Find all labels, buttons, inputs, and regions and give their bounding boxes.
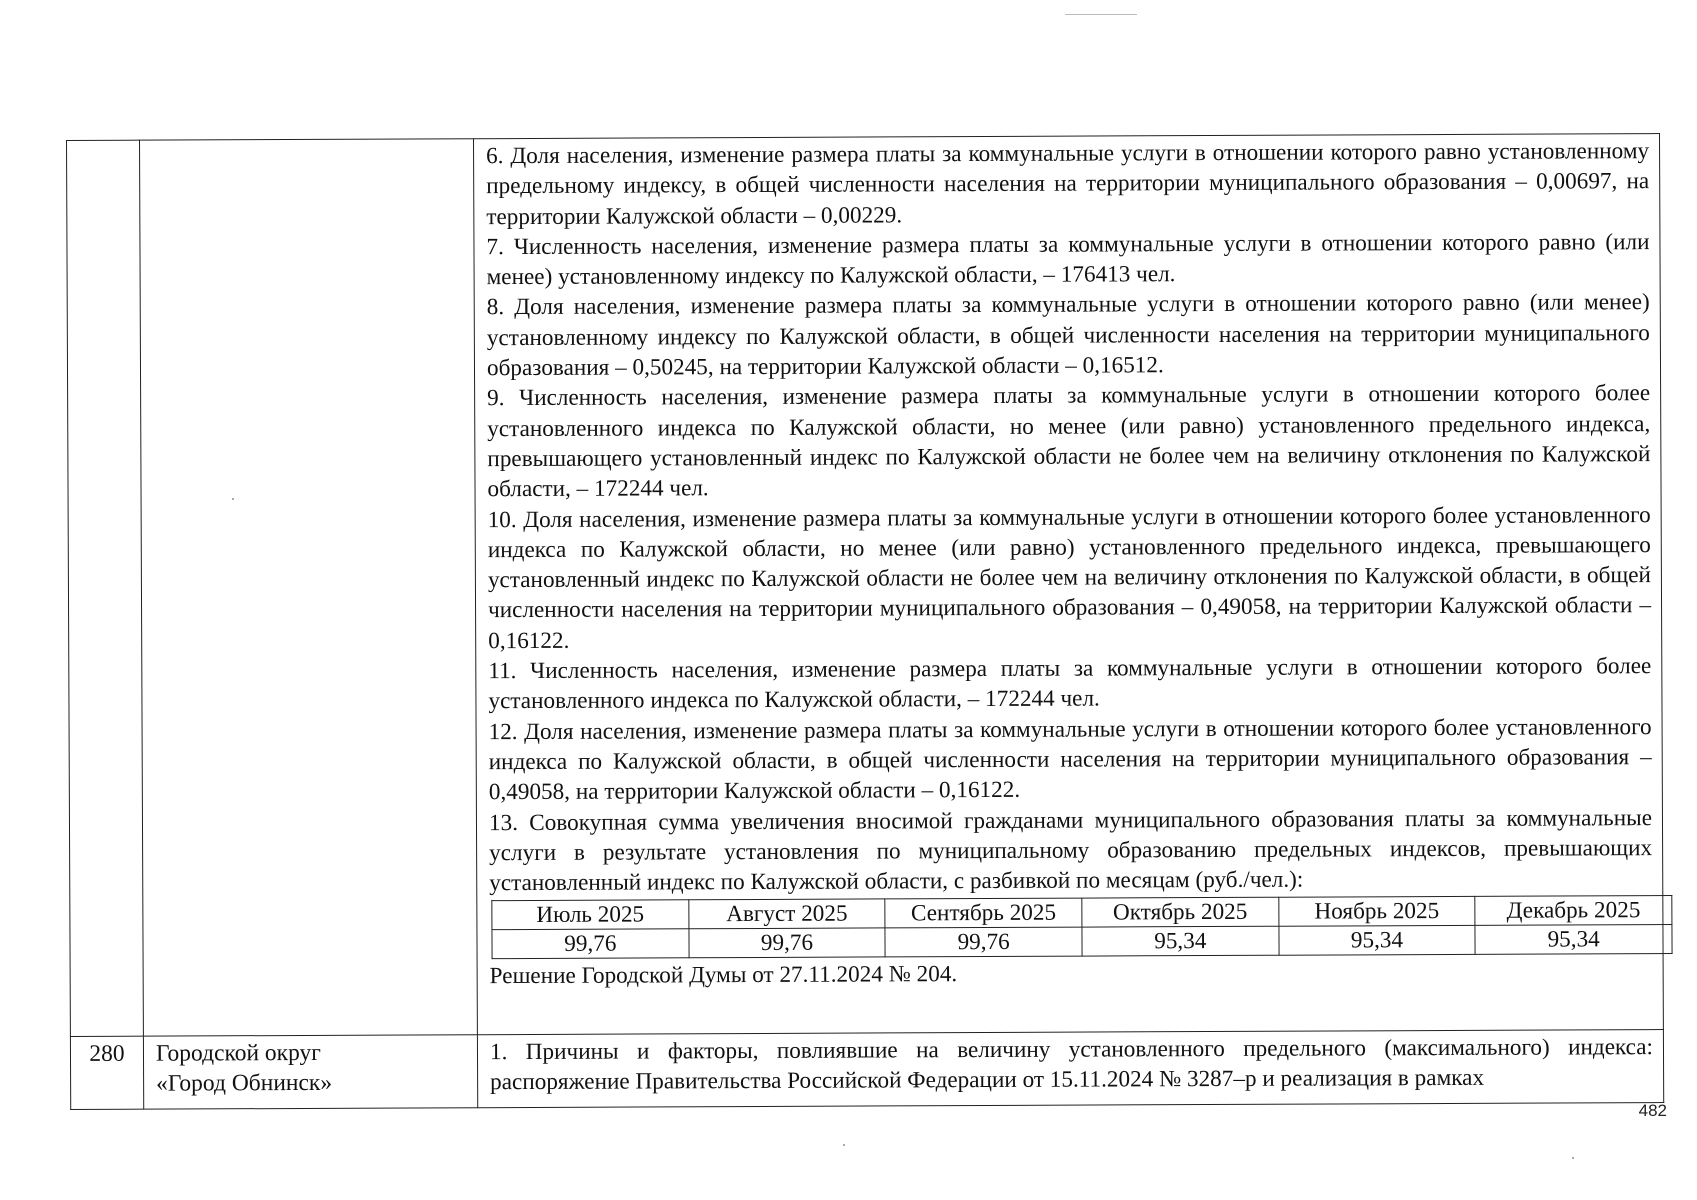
paragraph-10: 10. Доля населения, изменение размера платы за коммунальные услуги в отношении которого более установленного индекса по Калужской области, но менее (или равно) установленного предельного индекса, превышающего установленный индекс по Калужской области не более чем на величину отклонения по Калужской области, в общей численности населения на территории муниципального образования – 0,49058, на территории Калужской области – 0,16122. [487,501,1652,654]
paragraph-12: 12. Доля населения, изменение размера платы за коммунальные услуги в отношении которого более установленного индекса по Калужской области, в общей численности населения на территории муниципального образования – 0,49058, на территории Калужской области – 0,16122. [488,713,1652,806]
month-header: Июль 2025 [492,900,689,930]
municipality-cell [140,139,478,1036]
table-row [70,1030,1663,1110]
month-value: 99,76 [885,927,1082,957]
scan-mark-line [1065,14,1137,15]
description-cell [477,1030,1663,1108]
next-row-text: 1. Причины и факторы, повлиявшие на величину установленного предельного (максимального) индекса: распоряжение Правительства Российской Федерации от 15.11.2024 № 3287–р и реализация в рамках [489,1034,1654,1096]
month-value-row [492,925,1672,959]
municipality-line: «Город Обнинск» [156,1069,333,1097]
month-header: Сентябрь 2025 [885,898,1082,928]
month-value: 99,76 [689,928,886,958]
scan-speck [1572,1157,1574,1159]
municipality-line: Городской округ [155,1039,321,1067]
decision-reference: Решение Городской Думы от 27.11.2024 № 204. [489,961,958,990]
table-row [67,134,1664,1037]
description-cell [473,134,1663,1035]
municipality-name [143,1035,477,1109]
month-value: 95,34 [1475,925,1672,955]
scan-speck [232,498,234,500]
scan-speck [843,1144,845,1146]
document-table [66,133,1664,1110]
paragraph-6: 6. Доля населения, изменение размера платы за коммунальные услуги в отношении которого равно установленному предельному индексу, в общей численности населения на территории муниципального образования – 0,00697, на территории Калужской области – 0,00229. [486,138,1650,230]
paragraph-13: 13. Совокупная сумма увеличения вносимой гражданами муниципального образования платы за коммунальные услуги в результате установления по муниципальному образованию предельных индексов, превышающих установленный индекс по Калужской области, с разбивкой по месяцам (руб./чел.): [488,804,1653,897]
monthly-amounts-table [491,895,1672,959]
month-header: Декабрь 2025 [1475,896,1672,926]
paragraph-9: 9. Численность населения, изменение размера платы за коммунальные услуги в отношении которого более установленного индекса по Калужской области, но менее (или равно) установленного предельного индекса, превышающего установленный индекс по Калужской области не более чем на величину отклонения по Калужской области, – 172244 чел. [487,380,1651,503]
paragraph-11: 11. Численность населения, изменение размера платы за коммунальные услуги в отношении которого более установленного индекса по Калужской области, – 172244 чел. [488,653,1652,715]
month-header: Ноябрь 2025 [1278,897,1475,927]
row-number-cell [67,140,144,1036]
paragraph-7: 7. Численность населения, изменение размера платы за коммунальные услуги в отношении которого равно (или менее) установленному индексу по Калужской области, – 176413 чел. [486,228,1650,291]
row-number: 280 [70,1036,143,1109]
month-header: Октябрь 2025 [1082,898,1279,928]
paragraph-8: 8. Доля населения, изменение размера платы за коммунальные услуги в отношении которого равно (или менее) установленному индексу по Калужской области, в общей численности населения на территории муниципального образования – 0,50245, на территории Калужской области – 0,16512. [486,289,1650,382]
month-header: Август 2025 [688,899,885,929]
month-value: 95,34 [1082,927,1279,957]
month-value: 95,34 [1279,926,1476,956]
page-number: 482 [1638,1101,1667,1120]
month-value: 99,76 [492,929,689,959]
